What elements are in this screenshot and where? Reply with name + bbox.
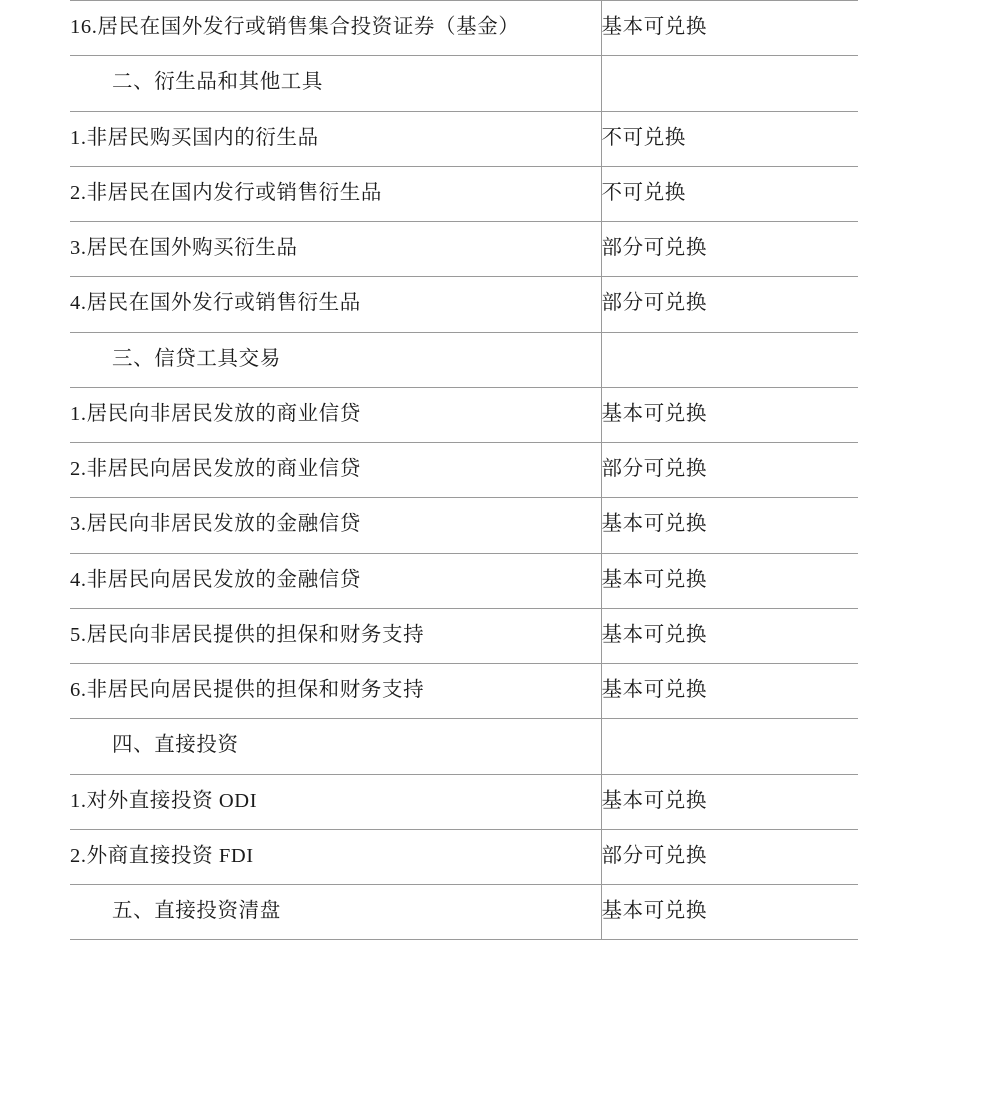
table-row	[70, 111, 858, 166]
table-item-label: 6.非居民向居民提供的担保和财务支持	[70, 664, 601, 719]
table-row	[70, 277, 858, 332]
table-status-value: 基本可兑换	[601, 774, 858, 829]
table-status-value	[601, 332, 858, 387]
table-status-value: 不可兑换	[601, 111, 858, 166]
table-status-value: 基本可兑换	[601, 553, 858, 608]
table-item-label: 3.居民向非居民发放的金融信贷	[70, 498, 601, 553]
table-row	[70, 56, 858, 111]
table-status-value: 不可兑换	[601, 166, 858, 221]
table-row	[70, 443, 858, 498]
table-item-label: 5.居民向非居民提供的担保和财务支持	[70, 608, 601, 663]
table-row	[70, 1, 858, 56]
table-row	[70, 498, 858, 553]
table-status-value: 部分可兑换	[601, 443, 858, 498]
table-item-label: 1.非居民购买国内的衍生品	[70, 111, 601, 166]
table-item-label: 4.非居民向居民发放的金融信贷	[70, 553, 601, 608]
table-item-label: 2.非居民在国内发行或销售衍生品	[70, 166, 601, 221]
table-status-value: 基本可兑换	[601, 387, 858, 442]
table-group-label: 五、直接投资清盘	[70, 885, 601, 940]
table-status-value: 基本可兑换	[601, 885, 858, 940]
table-row	[70, 387, 858, 442]
table-item-label: 1.居民向非居民发放的商业信贷	[70, 387, 601, 442]
table-status-value: 部分可兑换	[601, 829, 858, 884]
table-status-value: 部分可兑换	[601, 222, 858, 277]
table-item-label: 16.居民在国外发行或销售集合投资证券（基金）	[70, 1, 601, 56]
table-item-label: 3.居民在国外购买衍生品	[70, 222, 601, 277]
table-row	[70, 829, 858, 884]
table-body	[70, 1, 858, 940]
table-status-value: 基本可兑换	[601, 608, 858, 663]
table-row	[70, 222, 858, 277]
table-item-label: 2.外商直接投资 FDI	[70, 829, 601, 884]
table-status-value: 基本可兑换	[601, 664, 858, 719]
table-group-label: 三、信贷工具交易	[70, 332, 601, 387]
table-row	[70, 553, 858, 608]
table-row	[70, 774, 858, 829]
table-row	[70, 664, 858, 719]
table-row	[70, 885, 858, 940]
table-status-value: 部分可兑换	[601, 277, 858, 332]
table-item-label: 1.对外直接投资 ODI	[70, 774, 601, 829]
table-item-label: 2.非居民向居民发放的商业信贷	[70, 443, 601, 498]
capital-account-convertibility-table	[70, 0, 858, 940]
table-group-label: 二、衍生品和其他工具	[70, 56, 601, 111]
table-status-value: 基本可兑换	[601, 1, 858, 56]
table-status-value	[601, 56, 858, 111]
table-item-label: 4.居民在国外发行或销售衍生品	[70, 277, 601, 332]
table-row	[70, 166, 858, 221]
table-status-value	[601, 719, 858, 774]
table-row	[70, 332, 858, 387]
table-status-value: 基本可兑换	[601, 498, 858, 553]
table-row	[70, 608, 858, 663]
table-group-label: 四、直接投资	[70, 719, 601, 774]
table-row	[70, 719, 858, 774]
